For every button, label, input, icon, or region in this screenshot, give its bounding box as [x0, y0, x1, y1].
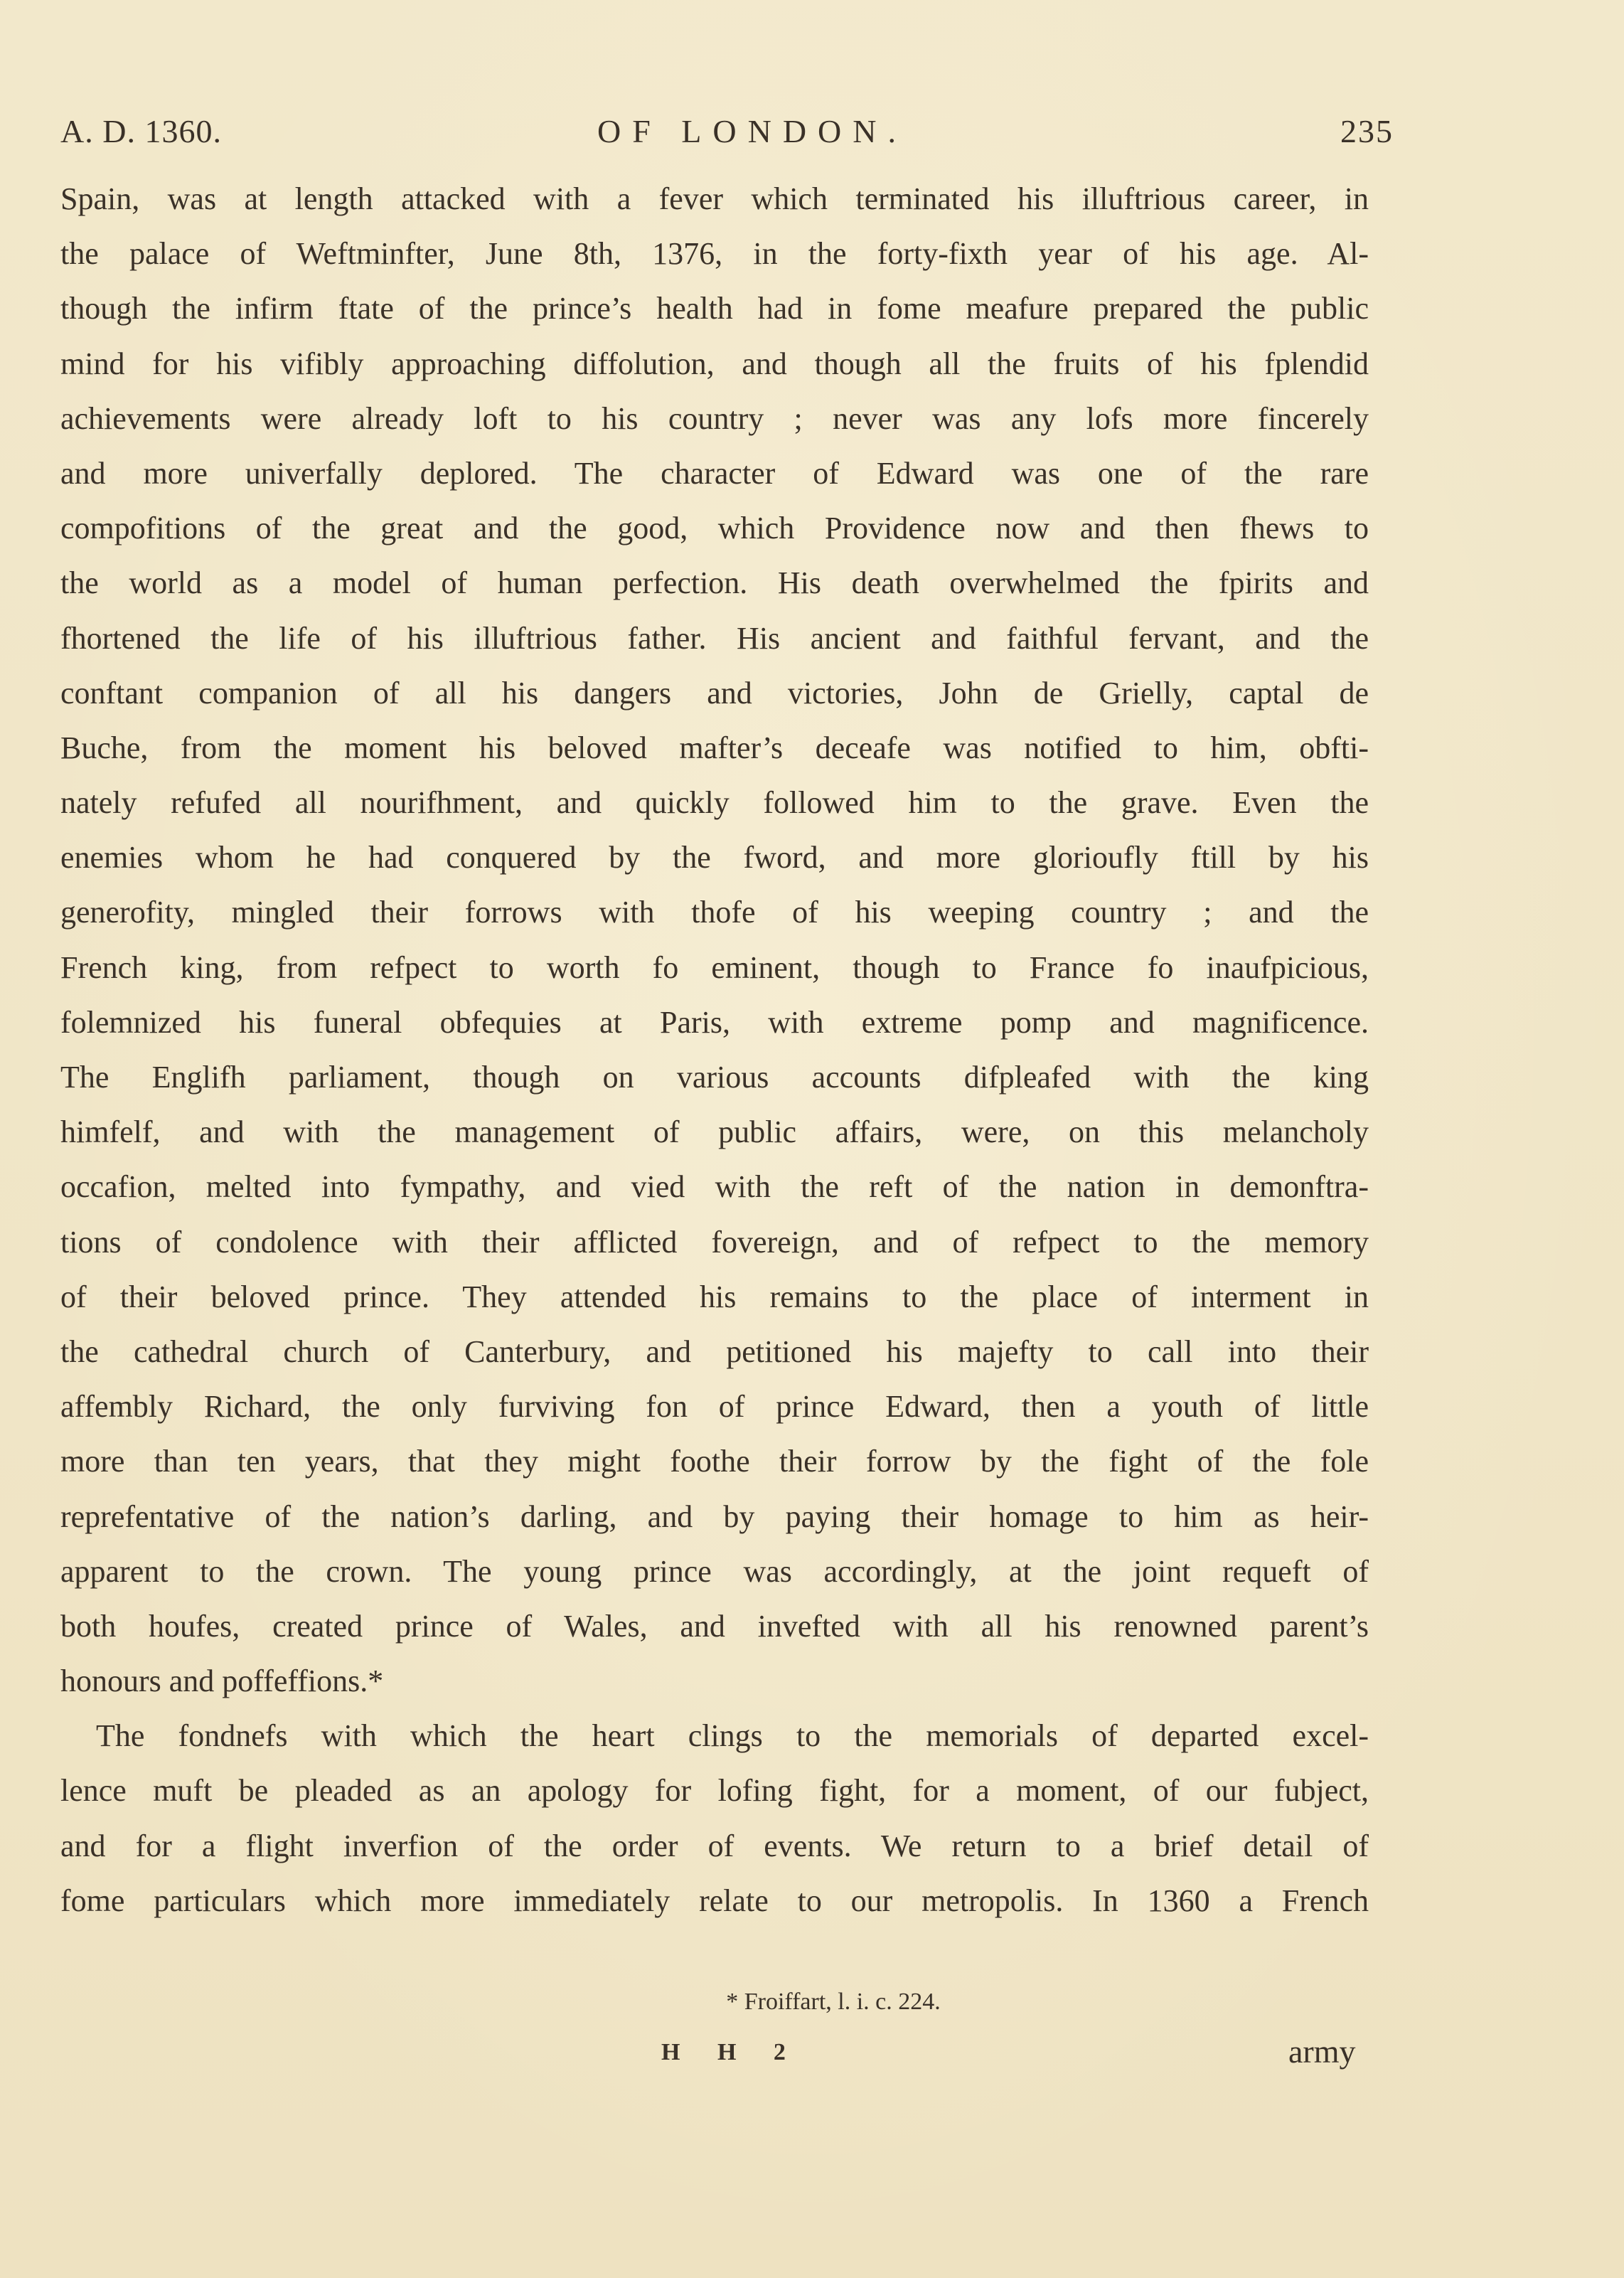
text-line: The Englifh parliament, though on various accounts difpleafed with the king [60, 1060, 1369, 1095]
text-line: affembly Richard, the only furviving fon of prince Edward, then a youth of little [60, 1389, 1369, 1425]
text-line: folemnized his funeral obfequies at Paris, with extreme pomp and magnificence. [60, 1004, 1369, 1040]
text-line: and more univerfally deplored. The character of Edward was one of the rare [60, 455, 1369, 491]
text-line: and for a flight inverfion of the order of events. We return to a brief detail of [60, 1828, 1369, 1863]
text-line: lence muft be pleaded as an apology for lofing fight, for a moment, of our fubject, [60, 1773, 1369, 1809]
catchword: army [1288, 2033, 1356, 2070]
page-number: 235 [1340, 113, 1394, 149]
text-line: compofitions of the great and the good, which Providence now and then fhews to [60, 511, 1369, 546]
signature-mark: H H 2 [661, 2039, 801, 2065]
text-line: both houfes, created prince of Wales, and invefted with all his renowned parent’s [60, 1608, 1369, 1644]
footnote: * Froiffart, l. i. c. 224. [726, 1989, 941, 2015]
text-line: the cathedral church of Canterbury, and petitioned his majefty to call into their [60, 1334, 1369, 1369]
text-line: fhortened the life of his illuftrious father. His ancient and faithful fervant, and the [60, 620, 1369, 656]
text-line: French king, from refpect to worth fo eminent, though to France fo inaufpicious, [60, 949, 1369, 985]
text-line: apparent to the crown. The young prince was accordingly, at the joint requeft of [60, 1553, 1369, 1589]
text-line: conftant companion of all his dangers and victories, John de Grielly, captal de [60, 675, 1369, 710]
text-line: nately refufed all nourifhment, and quickly followed him to the grave. Even the [60, 785, 1369, 821]
text-line: achievements were already loft to his country ; never was any lofs more fincerely [60, 400, 1369, 436]
text-line: tions of condolence with their afflicted fovereign, and of refpect to the memory [60, 1224, 1369, 1260]
running-head [60, 107, 1394, 156]
text-line-paragraph-start: The fondnefs with which the heart clings to the memorials of departed excel- [96, 1718, 1369, 1754]
text-line: himfelf, and with the management of public affairs, were, on this melancholy [60, 1114, 1369, 1150]
text-line: generofity, mingled their forrows with thofe of his weeping country ; and the [60, 895, 1369, 930]
text-line: Buche, from the moment his beloved mafter’s deceafe was notified to him, obfti- [60, 730, 1369, 765]
body-text [60, 171, 1369, 1928]
text-line: though the infirm ftate of the prince’s health had in fome meafure prepared the public [60, 291, 1369, 326]
text-line: occafion, melted into fympathy, and vied with the reft of the nation in demonftra- [60, 1169, 1369, 1205]
text-line: mind for his vifibly approaching diffolution, and though all the fruits of his fplendid [60, 346, 1369, 381]
text-line: more than ten years, that they might foothe their forrow by the fight of the fole [60, 1444, 1369, 1479]
text-line: fome particulars which more immediately relate to our metropolis. In 1360 a French [60, 1883, 1369, 1918]
text-line: Spain, was at length attacked with a fever which terminated his illuftrious career, in [60, 181, 1369, 216]
text-line: the palace of Weftminfter, June 8th, 1376, in the forty-fixth year of his age. Al- [60, 236, 1369, 272]
header-date: A. D. 1360. [60, 113, 222, 149]
text-line: enemies whom he had conquered by the fword, and more glorioufly ftill by his [60, 840, 1369, 875]
text-line: the world as a model of human perfection. His death overwhelmed the fpirits and [60, 565, 1369, 601]
text-line: reprefentative of the nation’s darling, and by paying their homage to him as heir- [60, 1499, 1369, 1534]
header-title: OF LONDON. [597, 113, 907, 149]
text-line: of their beloved prince. They attended his remains to the place of interment in [60, 1279, 1369, 1314]
text-line-paragraph-end: honours and poffeffions.* [60, 1664, 384, 1699]
